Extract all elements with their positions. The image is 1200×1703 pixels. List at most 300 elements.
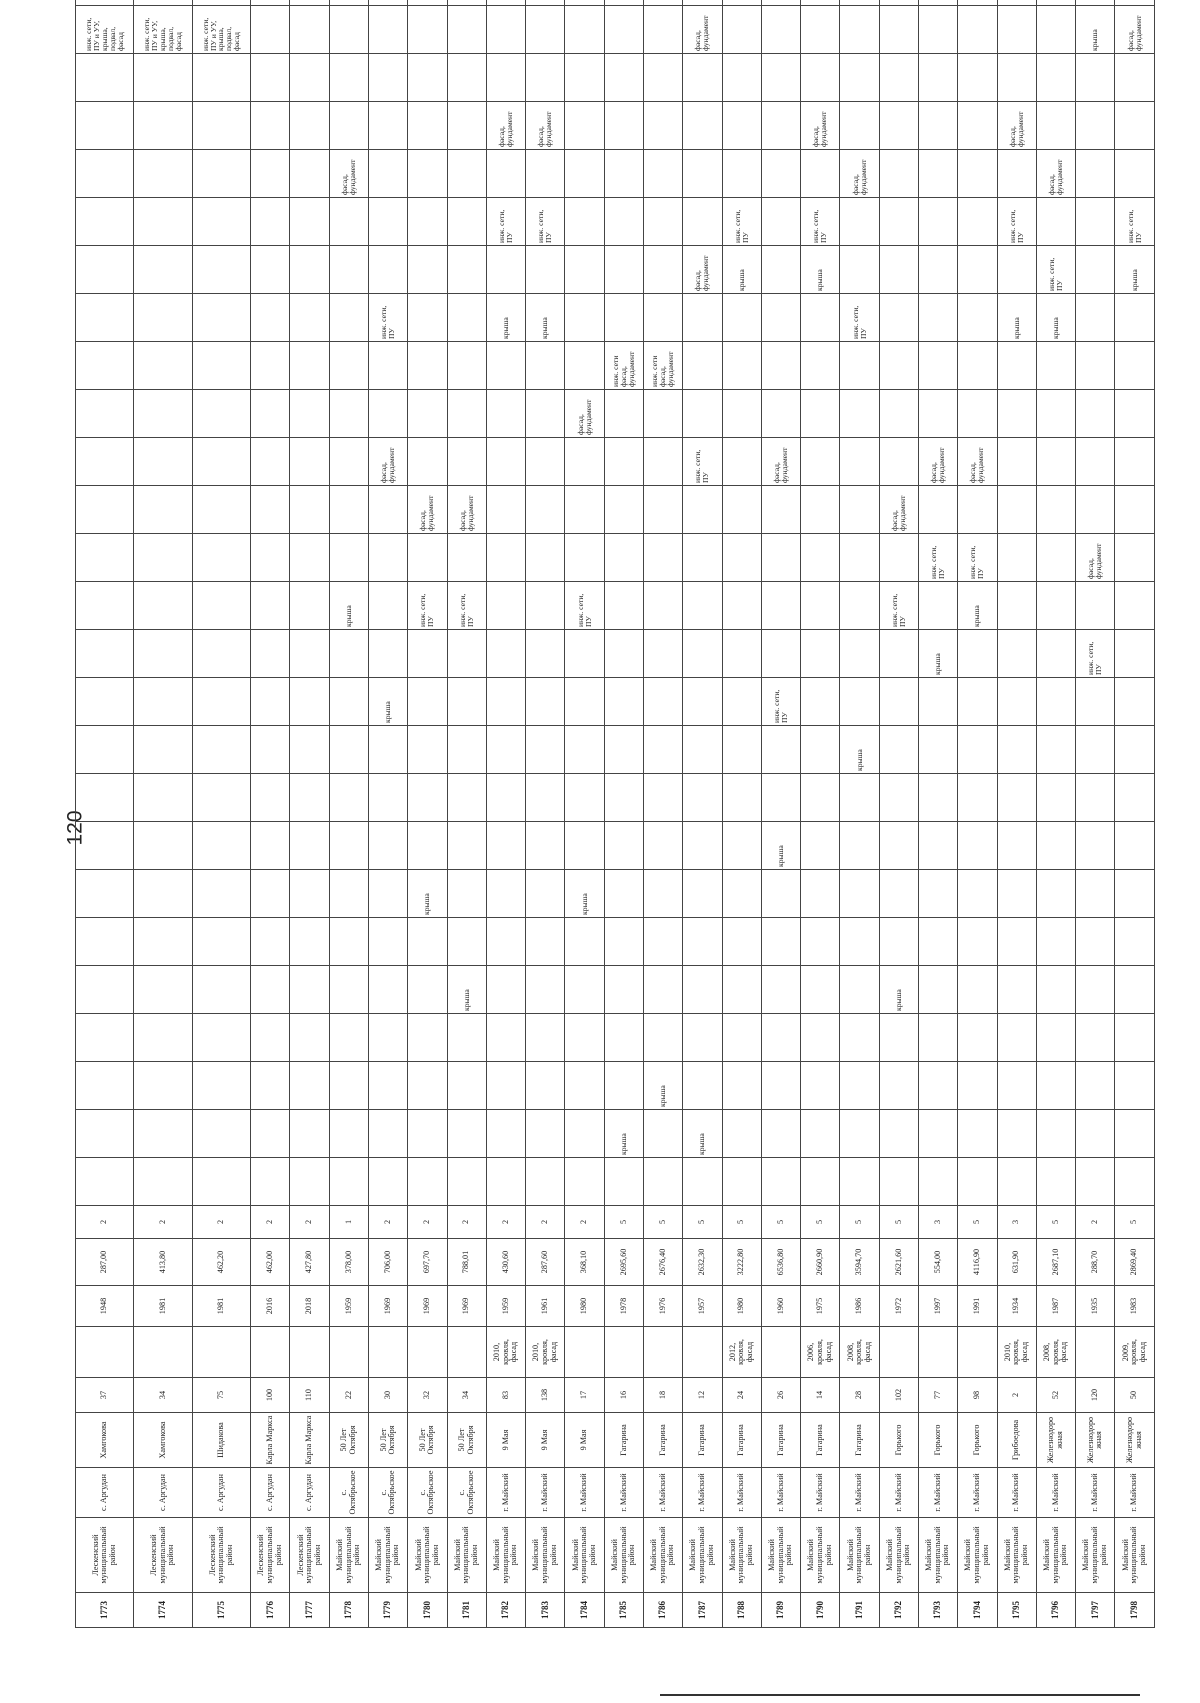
street-cell: Шидакова [192,1413,250,1468]
work-cell [369,822,408,870]
work-cell [251,438,290,486]
work-cell [801,774,840,822]
work-cell [840,774,879,822]
row-number-cell: 1775 [192,1593,250,1628]
work-cell [643,582,682,630]
work-cell [369,582,408,630]
work-cell [997,582,1036,630]
work-cell [447,1062,486,1110]
work-cell [369,630,408,678]
work-cell [408,198,447,246]
work-cell [134,678,192,726]
work-cell [879,1014,918,1062]
floors-count-cell: 2 [76,1206,134,1239]
work-cell [1115,294,1155,342]
work-cell [369,390,408,438]
work-cell [565,726,604,774]
work-cell [879,294,918,342]
street-cell: Гагарина [840,1413,879,1468]
work-cell [604,6,643,54]
work-cell [1076,198,1115,246]
work-cell: крыша [369,678,408,726]
work-cell [801,630,840,678]
work-cell [251,150,290,198]
work-cell [997,486,1036,534]
work-cell [801,534,840,582]
work-cell: инж. сети, ПУ [565,582,604,630]
work-cell [997,1158,1036,1206]
work-cell [879,198,918,246]
work-cell [840,582,879,630]
work-cell [329,630,368,678]
work-cell [447,6,486,54]
work-cell: фасад, фундамент [447,486,486,534]
work-cell [290,582,329,630]
work-cell [251,630,290,678]
work-cell [134,918,192,966]
work-cell [918,966,957,1014]
build-year-cell: 1959 [486,1286,525,1327]
work-cell [1115,390,1155,438]
work-cell [683,198,722,246]
work-cell [134,0,192,6]
house-number-cell: 77 [918,1378,957,1413]
repair-history-cell: 2006, кровля, фасад [801,1327,840,1378]
work-cell [918,342,957,390]
work-cell [1076,726,1115,774]
work-cell [486,870,525,918]
municipality-cell: Майский муниципальный район [329,1518,368,1593]
municipality-cell: Майский муниципальный район [408,1518,447,1593]
work-cell [251,918,290,966]
work-cell [192,678,250,726]
work-cell: фасад, фундамент [958,438,997,486]
work-cell [683,342,722,390]
row-number-cell: 1790 [801,1593,840,1628]
work-cell [329,1062,368,1110]
work-cell: инж. сети, ПУ [722,198,761,246]
table-row [76,0,134,1628]
work-cell [447,150,486,198]
work-cell: инж. сети, ПУ [840,294,879,342]
work-cell [486,726,525,774]
table-row [290,0,329,1628]
area-value-cell: 462,00 [251,1239,290,1286]
work-cell [565,678,604,726]
repair-history-cell: 2008, кровля, фасад [1036,1327,1075,1378]
work-cell [1036,486,1075,534]
settlement-cell: г. Майский [722,1468,761,1518]
work-cell [526,822,565,870]
work-cell [192,54,250,102]
work-cell [997,1062,1036,1110]
work-cell [565,54,604,102]
work-cell [958,6,997,54]
work-cell [447,294,486,342]
work-cell [1036,630,1075,678]
work-cell [761,6,800,54]
work-cell [761,294,800,342]
work-cell [408,534,447,582]
row-number-cell: 1789 [761,1593,800,1628]
work-cell [192,0,250,6]
house-number-cell: 34 [134,1378,192,1413]
work-cell [997,150,1036,198]
work-cell: инж. сети, ПУ и УУ, крыша, подвал, фасад [192,6,250,54]
work-cell [879,678,918,726]
work-cell [447,0,486,6]
work-cell [840,630,879,678]
work-cell [997,54,1036,102]
repair-history-cell [604,1327,643,1378]
settlement-cell: г. Майский [643,1468,682,1518]
row-number-cell: 1783 [526,1593,565,1628]
build-year-cell: 1972 [879,1286,918,1327]
build-year-cell: 1935 [1076,1286,1115,1327]
work-cell [134,246,192,294]
work-cell [879,438,918,486]
work-cell [643,246,682,294]
table-row [643,0,682,1628]
work-cell [526,486,565,534]
work-cell: инж. сети, ПУ [958,534,997,582]
table-row [565,0,604,1628]
work-cell [76,0,134,6]
work-cell [565,294,604,342]
municipality-cell: Майский муниципальный район [722,1518,761,1593]
work-cell [722,486,761,534]
work-cell [801,822,840,870]
work-cell [192,534,250,582]
repair-history-cell [643,1327,682,1378]
work-cell [958,342,997,390]
work-cell [801,918,840,966]
area-value-cell: 4116,90 [958,1239,997,1286]
work-cell [408,918,447,966]
work-cell [486,6,525,54]
work-cell [879,918,918,966]
row-number-cell: 1780 [408,1593,447,1628]
work-cell: фасад, фундамент [1036,150,1075,198]
house-number-cell: 34 [447,1378,486,1413]
work-cell [1036,918,1075,966]
work-cell [290,630,329,678]
work-cell [643,534,682,582]
work-cell [134,1014,192,1062]
build-year-cell: 1959 [329,1286,368,1327]
work-cell [918,822,957,870]
work-cell [408,0,447,6]
municipality-cell: Майский муниципальный район [643,1518,682,1593]
table-body [76,0,1155,1628]
work-cell [290,678,329,726]
work-cell [997,390,1036,438]
work-cell [447,54,486,102]
work-cell: инж. сети, ПУ и УУ, крыша, подвал, фасад [134,6,192,54]
work-cell [76,54,134,102]
work-cell [1036,342,1075,390]
work-cell [1115,150,1155,198]
area-value-cell: 3594,70 [840,1239,879,1286]
work-cell [486,1062,525,1110]
work-cell [761,1158,800,1206]
work-cell: фасад, фундамент [486,102,525,150]
work-cell: крыша [565,870,604,918]
work-cell [1036,1110,1075,1158]
work-cell [251,870,290,918]
work-cell [565,1158,604,1206]
floors-count-cell: 5 [722,1206,761,1239]
work-cell [761,150,800,198]
work-cell [958,54,997,102]
work-cell [1076,822,1115,870]
work-cell [604,1062,643,1110]
repair-history-cell [918,1327,957,1378]
work-cell [134,966,192,1014]
work-cell [76,390,134,438]
street-cell: Гагарина [643,1413,682,1468]
build-year-cell: 2016 [251,1286,290,1327]
work-cell [447,870,486,918]
work-cell [76,726,134,774]
work-cell [329,198,368,246]
table-row [801,0,840,1628]
build-year-cell: 1986 [840,1286,879,1327]
work-cell [565,1014,604,1062]
work-cell [958,726,997,774]
work-cell [1115,0,1155,6]
work-cell [997,630,1036,678]
work-cell [997,1014,1036,1062]
work-cell: крыша [722,246,761,294]
work-cell [840,198,879,246]
repair-history-cell: 2009, кровля, фасад [1115,1327,1155,1378]
work-cell [879,150,918,198]
row-number-cell: 1791 [840,1593,879,1628]
work-cell [1076,0,1115,6]
work-cell [486,774,525,822]
work-cell [290,342,329,390]
work-cell [761,630,800,678]
work-cell [722,102,761,150]
row-number-cell: 1781 [447,1593,486,1628]
work-cell [722,0,761,6]
work-cell [251,1014,290,1062]
table-row [447,0,486,1628]
floors-count-cell: 2 [565,1206,604,1239]
street-cell: Гагарина [761,1413,800,1468]
work-cell [134,198,192,246]
row-number-cell: 1776 [251,1593,290,1628]
work-cell [526,438,565,486]
work-cell [486,678,525,726]
work-cell [1036,774,1075,822]
work-cell [486,822,525,870]
work-cell [761,726,800,774]
work-cell: крыша [447,966,486,1014]
work-cell [643,294,682,342]
work-cell [683,390,722,438]
table-row [997,0,1036,1628]
settlement-cell: г. Майский [526,1468,565,1518]
work-cell [997,678,1036,726]
work-cell [565,102,604,150]
work-cell [997,6,1036,54]
work-cell [369,102,408,150]
house-number-cell: 50 [1115,1378,1155,1413]
work-cell [840,534,879,582]
work-cell [683,870,722,918]
floors-count-cell: 2 [369,1206,408,1239]
repair-history-cell [329,1327,368,1378]
work-cell [290,870,329,918]
work-cell [565,438,604,486]
work-cell [290,6,329,54]
work-cell: фасад, фундамент [840,150,879,198]
work-cell [447,726,486,774]
work-cell [134,54,192,102]
work-cell [604,726,643,774]
work-cell [801,390,840,438]
work-cell [1076,1062,1115,1110]
work-cell [526,150,565,198]
work-cell [408,150,447,198]
work-cell [801,54,840,102]
settlement-cell: с. Октябрьское [329,1468,368,1518]
work-cell: крыша [761,822,800,870]
work-cell [369,198,408,246]
work-cell [918,6,957,54]
repair-history-cell [565,1327,604,1378]
municipality-cell: Лескенский муниципальный район [76,1518,134,1593]
work-cell [192,1158,250,1206]
row-number-cell: 1779 [369,1593,408,1628]
work-cell [526,966,565,1014]
work-cell [683,1062,722,1110]
repair-history-cell [134,1327,192,1378]
work-cell [408,1158,447,1206]
work-cell [879,0,918,6]
work-cell [329,966,368,1014]
work-cell [840,0,879,6]
street-cell: Карла Маркса [251,1413,290,1468]
house-number-cell: 26 [761,1378,800,1413]
municipality-cell: Лескенский муниципальный район [290,1518,329,1593]
work-cell [997,822,1036,870]
work-cell [1115,966,1155,1014]
work-cell [801,726,840,774]
work-cell [251,198,290,246]
row-number-cell: 1773 [76,1593,134,1628]
work-cell [408,630,447,678]
work-cell [408,6,447,54]
work-cell [722,1158,761,1206]
work-cell [369,774,408,822]
area-value-cell: 2676,40 [643,1239,682,1286]
work-cell [879,6,918,54]
work-cell [76,486,134,534]
work-cell [879,534,918,582]
table-row [251,0,290,1628]
work-cell [683,54,722,102]
work-cell [486,342,525,390]
settlement-cell: г. Майский [683,1468,722,1518]
work-cell [134,150,192,198]
work-cell [918,54,957,102]
work-cell [722,1014,761,1062]
build-year-cell: 1983 [1115,1286,1155,1327]
area-value-cell: 2660,90 [801,1239,840,1286]
work-cell [958,198,997,246]
municipality-cell: Майский муниципальный район [958,1518,997,1593]
build-year-cell: 1957 [683,1286,722,1327]
work-cell [801,0,840,6]
street-cell: Горького [958,1413,997,1468]
build-year-cell: 1969 [408,1286,447,1327]
work-cell [761,774,800,822]
work-cell [408,774,447,822]
work-cell [290,54,329,102]
work-cell [76,342,134,390]
municipality-cell: Лескенский муниципальный район [251,1518,290,1593]
street-cell: Железнодорожная [1036,1413,1075,1468]
table-row [526,0,565,1628]
settlement-cell: с. Аргудан [251,1468,290,1518]
build-year-cell: 1980 [722,1286,761,1327]
work-cell [251,246,290,294]
work-cell [486,246,525,294]
work-cell [565,1062,604,1110]
work-cell [840,6,879,54]
work-cell: крыша [526,294,565,342]
work-cell [192,438,250,486]
work-cell [958,246,997,294]
work-cell [683,630,722,678]
work-cell [251,534,290,582]
work-cell [801,1110,840,1158]
work-cell [1036,390,1075,438]
work-cell [683,486,722,534]
work-cell [251,726,290,774]
work-cell [1036,102,1075,150]
bottom-rule [660,1694,1140,1696]
work-cell [722,6,761,54]
work-cell: фасад, фундамент [918,438,957,486]
work-cell [840,918,879,966]
work-cell [329,1014,368,1062]
municipality-cell: Майский муниципальный район [683,1518,722,1593]
work-cell [840,390,879,438]
work-cell [486,918,525,966]
work-cell [369,1110,408,1158]
work-cell [1115,678,1155,726]
work-cell [604,870,643,918]
work-cell [1076,918,1115,966]
area-value-cell: 2687,10 [1036,1239,1075,1286]
house-number-cell: 100 [251,1378,290,1413]
work-cell [290,1158,329,1206]
work-cell [879,1062,918,1110]
repair-history-cell [251,1327,290,1378]
work-cell [565,0,604,6]
work-cell [565,246,604,294]
work-cell [329,294,368,342]
work-cell [604,534,643,582]
work-cell [958,822,997,870]
work-cell [801,486,840,534]
work-cell [1115,486,1155,534]
work-cell [192,1014,250,1062]
